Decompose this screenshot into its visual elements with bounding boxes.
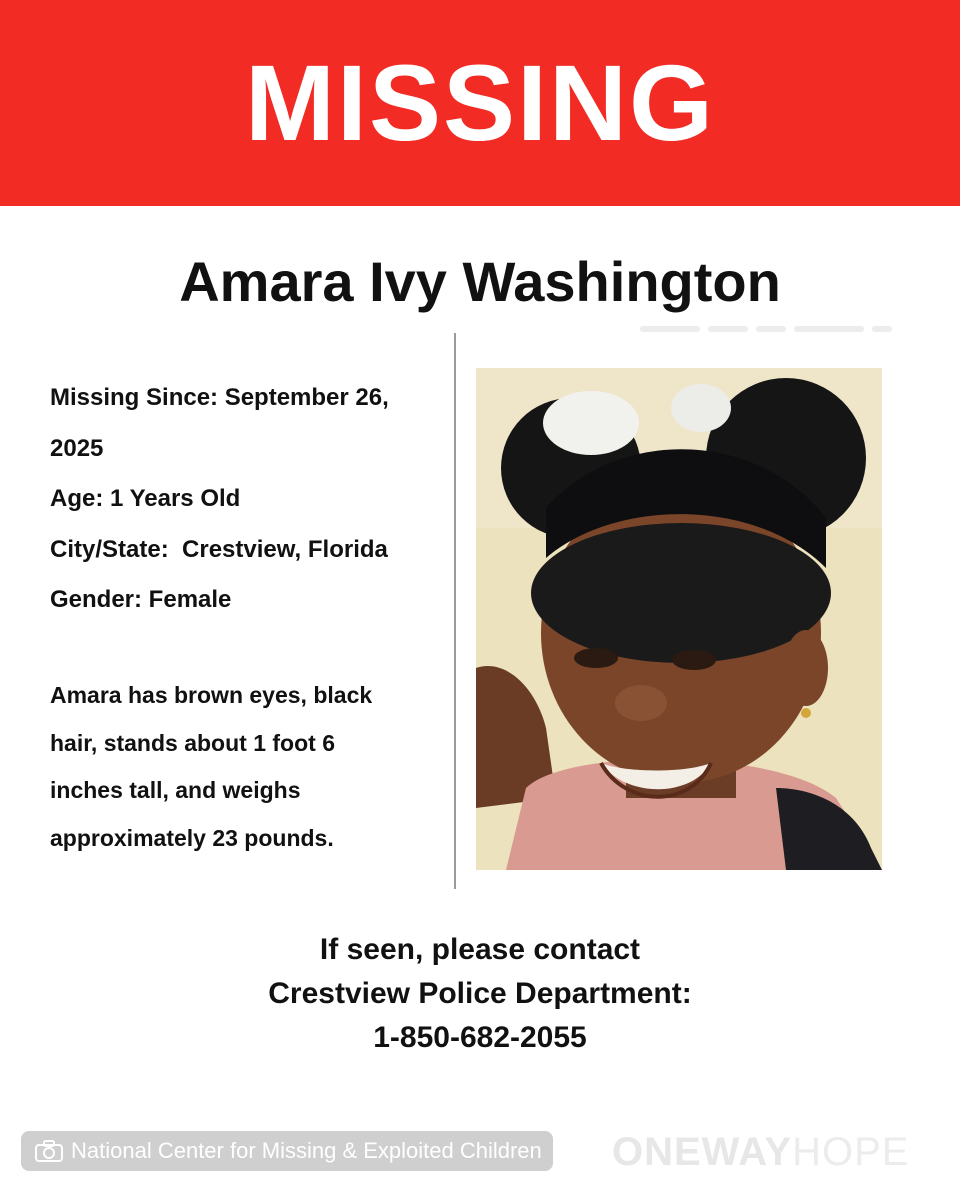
column-divider <box>454 333 456 889</box>
contact-line1: If seen, please contact <box>319 933 641 966</box>
brand-bold: ONEWAY <box>612 1130 793 1174</box>
contact-phone: 1-850-682-2055 <box>373 1021 587 1054</box>
description-line: approximately 23 pounds. <box>50 824 334 851</box>
description-line: Amara has brown eyes, black <box>50 682 373 708</box>
child-photo-illustration <box>476 368 882 870</box>
person-name: Amara Ivy Washington <box>179 250 781 313</box>
gender-line: Gender: Female <box>50 586 232 613</box>
details-block <box>50 373 450 626</box>
description-line: inches tall, and weighs <box>50 777 301 803</box>
description-block <box>50 672 430 862</box>
contact-block <box>0 928 960 1060</box>
missing-since-line1: Missing Since: September 26, <box>50 384 389 411</box>
description-line: hair, stands about 1 foot 6 <box>50 729 335 756</box>
brand-logo <box>612 1130 942 1174</box>
missing-banner <box>0 0 960 206</box>
contact-line2: Crestview Police Department: <box>268 977 692 1010</box>
camera-icon <box>35 1140 63 1162</box>
credit-text: National Center for Missing & Exploited Children <box>71 1138 542 1163</box>
age-line: Age: 1 Years Old <box>50 485 241 512</box>
faint-caption <box>640 318 900 336</box>
missing-since-line2: 2025 <box>50 434 104 462</box>
city-state-line: City/State: Crestview, Florida <box>50 535 388 563</box>
brand-light: HOPE <box>792 1130 910 1174</box>
child-photo <box>476 368 882 870</box>
banner-title: MISSING <box>244 42 716 163</box>
photo-credit <box>21 1131 553 1171</box>
